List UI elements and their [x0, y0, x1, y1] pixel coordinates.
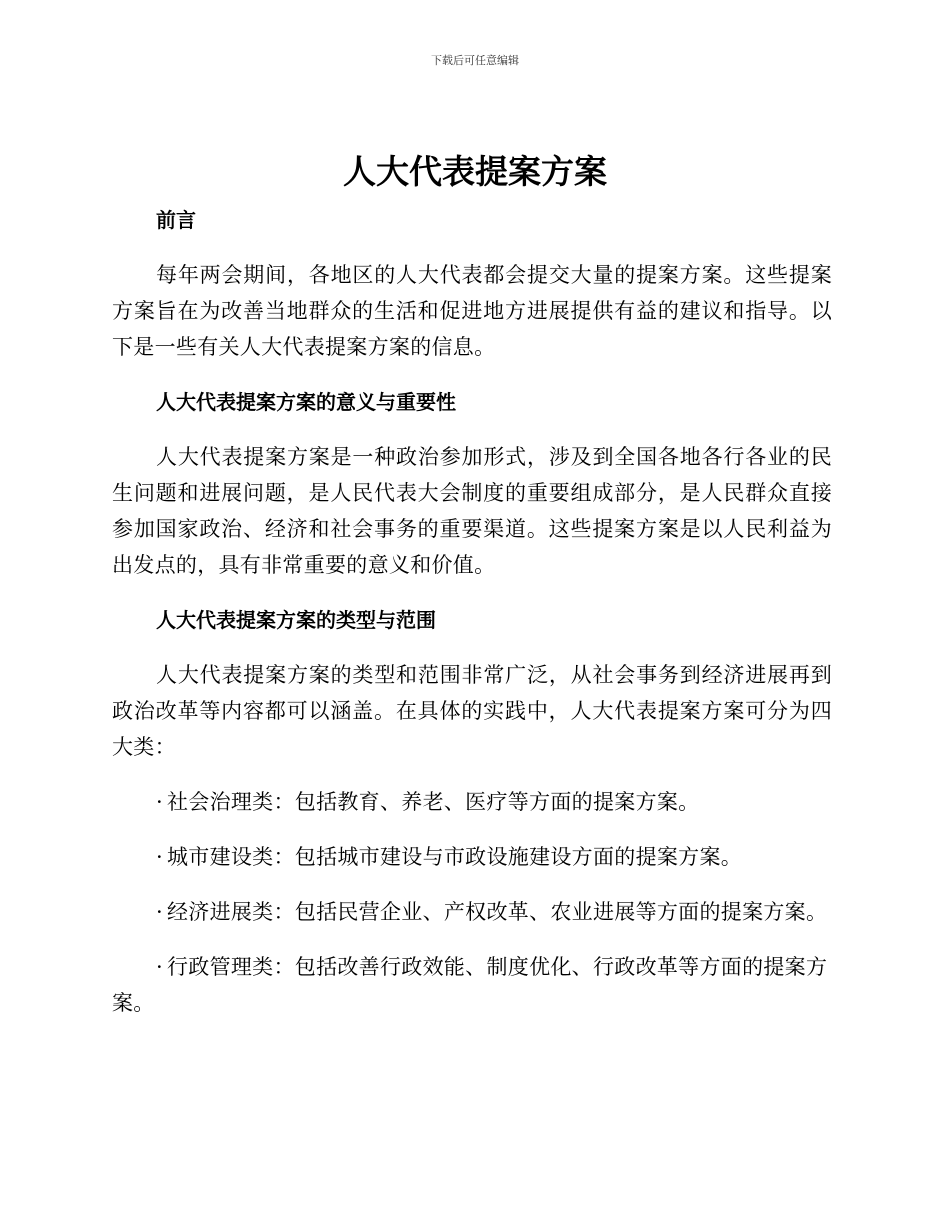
bullet-marker: · [156, 900, 163, 924]
bullet-marker: · [156, 845, 163, 869]
bullet-text: 行政管理类：包括改善行政效能、制度优化、行政改革等方面的提案方案。 [112, 955, 828, 1015]
bullet-marker: · [156, 790, 163, 814]
bullet-item-urban-construction [112, 839, 832, 875]
bullet-item-administrative-management [112, 949, 832, 1021]
section-heading-significance: 人大代表提案方案的意义与重要性 [156, 390, 456, 414]
section-paragraph-significance: 人大代表提案方案是一种政治参加形式，涉及到全国各地各行各业的民生问题和进展问题，是人民代表大会制度的重要组成部分，是人民群众直接参加国家政治、经济和社会事务的重要渠道。这些提案方案是以人民利益为出发点的，具有非常重要的意义和价值。 [112, 445, 832, 577]
document-title: 人大代表提案方案 [343, 152, 607, 191]
bullet-item-economic-development [112, 894, 832, 930]
running-header: 下载后可任意编辑 [431, 54, 519, 67]
document-body [112, 202, 832, 1040]
section-paragraph-preface: 每年两会期间，各地区的人大代表都会提交大量的提案方案。这些提案方案旨在为改善当地群众的生活和促进地方进展提供有益的建议和指导。以下是一些有关人大代表提案方案的信息。 [112, 263, 832, 359]
section-heading-types: 人大代表提案方案的类型与范围 [156, 608, 436, 632]
section-heading-preface: 前言 [156, 208, 196, 232]
bullet-text: 城市建设类：包括城市建设与市政设施建设方面的提案方案。 [166, 845, 743, 869]
bullet-marker: · [156, 955, 163, 979]
bullet-text: 社会治理类：包括教育、养老、医疗等方面的提案方案。 [166, 790, 700, 814]
bullet-text: 经济进展类：包括民营企业、产权改革、农业进展等方面的提案方案。 [166, 900, 828, 924]
bullet-item-social-governance [112, 784, 832, 820]
section-paragraph-types: 人大代表提案方案的类型和范围非常广泛，从社会事务到经济进展再到政治改革等内容都可以涵盖。在具体的实践中，人大代表提案方案可分为四大类： [112, 663, 832, 759]
